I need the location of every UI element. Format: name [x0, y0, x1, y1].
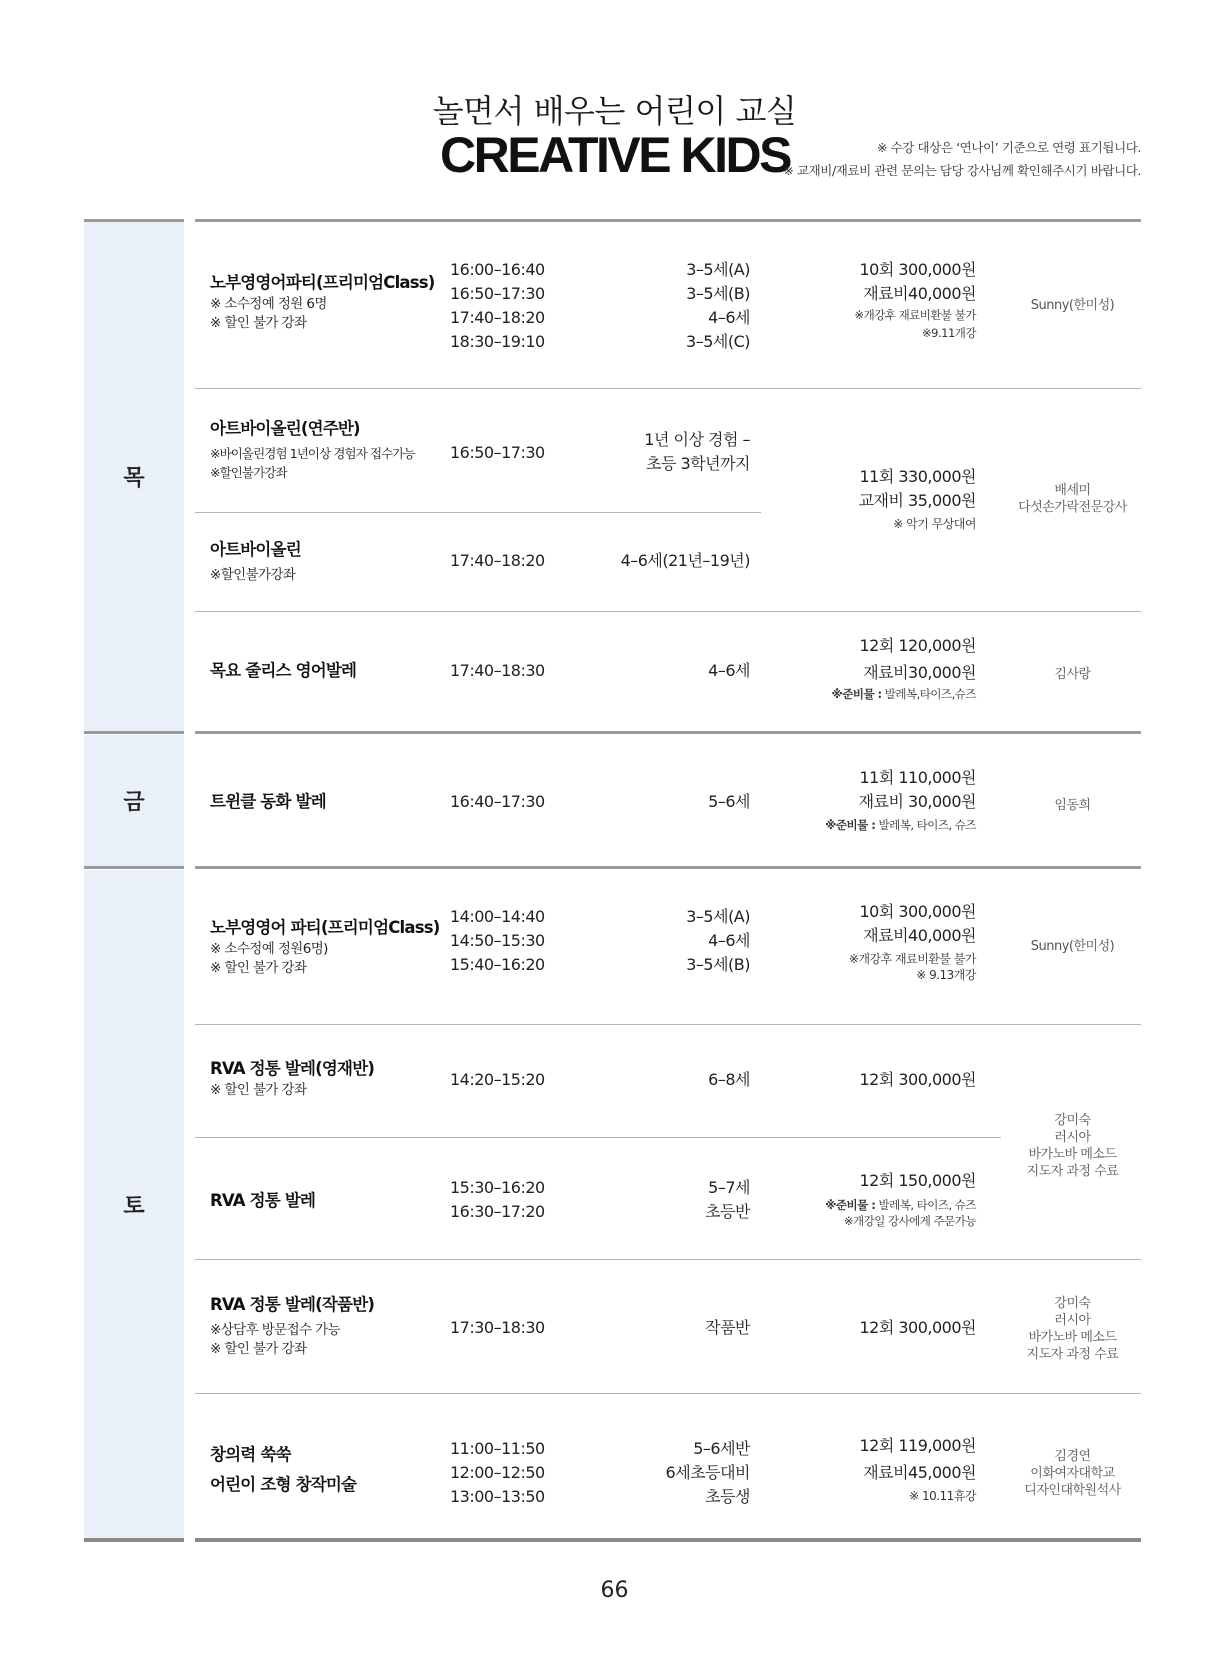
- time-slot: 16:30–17:20: [450, 1202, 545, 1221]
- course-note: ※ 할인 불가 강좌: [210, 315, 307, 331]
- row-separator: [195, 1024, 1141, 1025]
- course-name: 트윈클 동화 발레: [210, 792, 326, 811]
- page-title-korean: 놀면서 배우는 어린이 교실: [432, 92, 797, 130]
- instructor: [1000, 1295, 1145, 1363]
- target-ages: [560, 1176, 750, 1224]
- time-slot: 15:40–16:20: [450, 955, 545, 974]
- price-info: [770, 465, 976, 533]
- instructor: [1000, 938, 1145, 955]
- course-note: ※상담후 방문접수 가능: [210, 1322, 341, 1338]
- course-name-cell: [210, 659, 450, 683]
- course-name: 목요 줄리스 영어발레: [210, 661, 357, 680]
- price-line: 재료비30,000원: [863, 663, 976, 682]
- price-line: 12회 150,000원: [859, 1171, 976, 1190]
- price-note: ※ 9.13개강: [916, 968, 976, 982]
- price-info: [770, 1316, 976, 1340]
- time-slot: 17:40–18:20: [450, 551, 545, 570]
- time-slot: 13:00–13:50: [450, 1487, 545, 1506]
- course-name: 아트바이올린: [210, 540, 301, 559]
- course-name-cell: [210, 271, 450, 333]
- price-line: 12회 120,000원: [859, 636, 976, 655]
- day-separator: [84, 866, 184, 869]
- instructor-line: 바가노바 메소드: [1028, 1330, 1117, 1345]
- course-name: 노부영영어파티(프리미엄Class): [210, 273, 435, 292]
- instructor-line: Sunny(한미성): [1030, 298, 1115, 313]
- age-group: 1년 이상 경험 –: [644, 430, 750, 449]
- time-slot: 17:40–18:30: [450, 661, 545, 680]
- time-slot: 16:40–17:30: [450, 792, 545, 811]
- course-name-line2: 어린이 조형 창작미술: [210, 1475, 357, 1494]
- time-slot: 18:30–19:10: [450, 332, 545, 351]
- time-slot: 15:30–16:20: [450, 1178, 545, 1197]
- course-note: ※ 소수정예 정원6명): [210, 941, 328, 957]
- course-name-cell: [210, 1057, 450, 1100]
- age-group: 5–6세: [708, 792, 750, 811]
- course-name-cell: [210, 1293, 450, 1359]
- instructor-line: 김경연: [1054, 1449, 1091, 1464]
- age-group: 4–6세: [708, 308, 750, 327]
- top-rule: [195, 219, 1141, 222]
- price-note: [770, 816, 976, 834]
- time-slot: 16:50–17:30: [450, 443, 545, 462]
- price-line: 11회 110,000원: [859, 768, 976, 787]
- price-note-text: 발레복,타이즈,슈즈: [881, 687, 976, 701]
- age-group: 3–5세(B): [686, 284, 750, 303]
- row-separator: [195, 1259, 1141, 1260]
- price-info: [770, 1434, 976, 1505]
- price-note-bold: ※준비물 :: [825, 818, 876, 832]
- course-name-cell: [210, 1443, 450, 1497]
- instructor-line: 임동희: [1054, 798, 1091, 813]
- price-note: ※개강후 재료비환불 불가: [848, 952, 976, 966]
- price-note-text: 발레복, 타이즈, 슈즈: [875, 1198, 976, 1212]
- price-info: [770, 1169, 976, 1229]
- row-separator: [195, 611, 1141, 612]
- instructor-line: 김사랑: [1054, 667, 1091, 682]
- time-slot: 12:00–12:50: [450, 1463, 545, 1482]
- time-slot: 11:00–11:50: [450, 1439, 545, 1458]
- instructor-line: 강미숙: [1054, 1113, 1091, 1128]
- age-group: 4–6세: [708, 661, 750, 680]
- price-info: [770, 1068, 976, 1092]
- age-group: 6세초등대비: [665, 1463, 750, 1482]
- price-line: 재료비45,000원: [863, 1463, 976, 1482]
- bottom-rule-day: [84, 1538, 184, 1542]
- age-group: 작품반: [705, 1318, 750, 1337]
- instructor-line: 러시아: [1054, 1130, 1091, 1145]
- note-age-basis: ※ 수강 대상은 ‘연나이’ 기준으로 연령 표기됩니다.: [876, 140, 1141, 155]
- course-name: 노부영영어 파티(프리미엄Class): [210, 918, 440, 937]
- price-note: [770, 1197, 976, 1213]
- note-material-fee: ※ 교재비/재료비 관련 문의는 담당 강사님께 확인해주시기 바랍니다.: [783, 163, 1141, 178]
- time-slot: 17:40–18:20: [450, 308, 545, 327]
- instructor: [1000, 797, 1145, 814]
- course-name-cell: [210, 790, 450, 814]
- course-note: ※할인불가강좌: [210, 567, 296, 583]
- time-slot: 14:00–14:40: [450, 907, 545, 926]
- day-separator: [195, 866, 1141, 869]
- time-slot: 14:50–15:30: [450, 931, 545, 950]
- bottom-rule: [195, 1538, 1141, 1542]
- age-group: 5–6세반: [693, 1439, 750, 1458]
- price-info: [770, 258, 976, 342]
- header-notes: [783, 136, 1141, 182]
- instructor-line: 지도자 과정 수료: [1026, 1347, 1119, 1362]
- target-ages: [560, 258, 750, 354]
- instructor: [1000, 1448, 1145, 1499]
- day-friday: 금: [84, 735, 184, 866]
- price-line: 11회 330,000원: [859, 467, 976, 486]
- course-name-cell: [210, 538, 450, 585]
- price-line: 교재비 35,000원: [858, 491, 976, 510]
- instructor-line: 강미숙: [1054, 1296, 1091, 1311]
- age-group: 5–7세: [708, 1178, 750, 1197]
- target-ages: [560, 905, 750, 977]
- instructor: [1000, 666, 1145, 683]
- instructor: [1000, 297, 1145, 314]
- price-line: 12회 300,000원: [859, 1318, 976, 1337]
- course-name-cell: [210, 417, 450, 482]
- course-note: ※바이올린경험 1년이상 경험자 접수가능: [210, 446, 415, 461]
- day-saturday: 토: [84, 870, 184, 1538]
- price-note: ※개강후 재료비환불 불가: [854, 308, 976, 322]
- page-number: 66: [600, 1578, 629, 1603]
- age-group: 초등생: [705, 1487, 750, 1506]
- course-name: RVA 정통 발레: [210, 1191, 316, 1210]
- age-group: 3–5세(A): [686, 907, 750, 926]
- price-info: [770, 766, 976, 834]
- time-slot: 16:00–16:40: [450, 260, 545, 279]
- age-group: 4–6세(21년–19년): [620, 551, 750, 570]
- age-group: 6–8세: [708, 1070, 750, 1089]
- course-note: ※ 할인 불가 강좌: [210, 1341, 307, 1357]
- target-ages: [560, 549, 750, 573]
- price-note-bold: ※준비물 :: [825, 1198, 876, 1212]
- instructor-line: Sunny(한미성): [1030, 939, 1115, 954]
- price-note: ※개강일 강사에게 주문가능: [843, 1214, 976, 1228]
- price-note-bold: ※준비물 :: [831, 687, 882, 701]
- price-note-text: 발레복, 타이즈, 슈즈: [875, 818, 976, 832]
- instructor-line: 바가노바 메소드: [1028, 1147, 1117, 1162]
- day-thursday: 목: [84, 222, 184, 731]
- target-ages: [560, 428, 750, 476]
- instructor-line: 디자인대학원석사: [1024, 1483, 1121, 1498]
- price-line: 10회 300,000원: [859, 902, 976, 921]
- row-separator: [195, 512, 761, 513]
- day-separator: [195, 731, 1141, 734]
- target-ages: [560, 1068, 750, 1092]
- course-name-cell: [210, 1189, 450, 1213]
- course-name: RVA 정통 발레(작품반): [210, 1295, 375, 1314]
- course-note: ※ 소수정예 정원 6명: [210, 296, 327, 312]
- top-rule-day: [84, 219, 184, 222]
- day-separator: [84, 731, 184, 734]
- instructor: [1000, 1112, 1145, 1180]
- price-note: [770, 685, 976, 703]
- time-slot: 17:30–18:30: [450, 1318, 545, 1337]
- price-line: 재료비40,000원: [863, 284, 976, 303]
- time-slot: 16:50–17:30: [450, 284, 545, 303]
- course-note: ※ 할인 불가 강좌: [210, 960, 307, 976]
- course-note: ※ 할인 불가 강좌: [210, 1082, 307, 1098]
- instructor-line: 러시아: [1054, 1313, 1091, 1328]
- time-slot: 14:20–15:20: [450, 1070, 545, 1089]
- price-line: 10회 300,000원: [859, 260, 976, 279]
- price-info: [770, 900, 976, 983]
- course-name-cell: [210, 916, 450, 978]
- course-note: ※할인불가강좌: [210, 465, 287, 480]
- page-title-english: CREATIVE KIDS: [440, 127, 790, 183]
- age-group: 초등 3학년까지: [645, 454, 750, 473]
- row-separator: [195, 1137, 1001, 1138]
- row-separator: [195, 388, 1141, 389]
- target-ages: [560, 659, 750, 683]
- price-note: ※ 악기 무상대여: [893, 517, 976, 531]
- row-separator: [195, 1393, 1141, 1394]
- target-ages: [560, 1316, 750, 1340]
- course-name: 창의력 쑥쑥: [210, 1445, 291, 1464]
- price-info: [770, 634, 976, 703]
- price-line: 재료비40,000원: [863, 926, 976, 945]
- age-group: 4–6세: [708, 931, 750, 950]
- age-group: 3–5세(C): [686, 332, 750, 351]
- instructor-line: 지도자 과정 수료: [1026, 1164, 1119, 1179]
- instructor-line: 이화여자대학교: [1030, 1466, 1115, 1481]
- price-line: 12회 300,000원: [859, 1070, 976, 1089]
- age-group: 3–5세(B): [686, 955, 750, 974]
- price-note: ※ 10.11휴강: [909, 1489, 976, 1503]
- age-group: 초등반: [705, 1202, 750, 1221]
- instructor-line: 배세미: [1054, 483, 1091, 498]
- course-name: 아트바이올린(연주반): [210, 419, 360, 438]
- instructor-line: 다섯손가락전문강사: [1018, 500, 1127, 515]
- instructor: [1000, 482, 1145, 516]
- price-line: 12회 119,000원: [859, 1436, 976, 1455]
- target-ages: [560, 790, 750, 814]
- course-name: RVA 정통 발레(영재반): [210, 1059, 375, 1078]
- target-ages: [560, 1437, 750, 1509]
- age-group: 3–5세(A): [686, 260, 750, 279]
- price-note: ※9.11개강: [922, 326, 976, 340]
- price-line: 재료비 30,000원: [858, 792, 976, 811]
